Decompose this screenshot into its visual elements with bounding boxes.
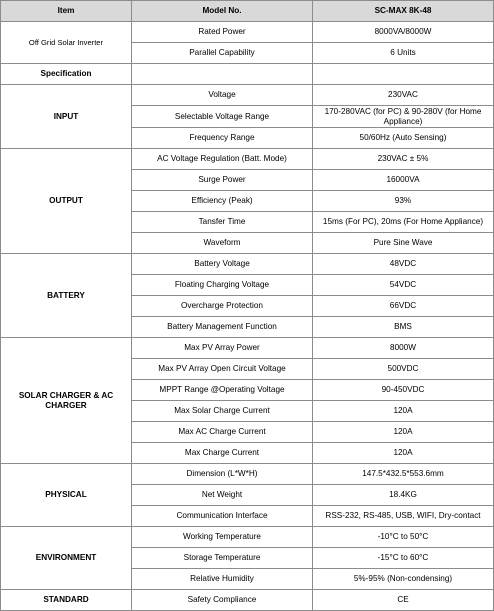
param-cell: Surge Power bbox=[132, 170, 313, 191]
specification-row bbox=[1, 64, 494, 85]
value-cell: 6 Units bbox=[313, 43, 494, 64]
value-cell: -15°C to 60°C bbox=[313, 548, 494, 569]
section-label: PHYSICAL bbox=[1, 464, 132, 527]
param-cell: Max PV Array Open Circuit Voltage bbox=[132, 359, 313, 380]
value-cell: 18.4KG bbox=[313, 485, 494, 506]
value-cell: 120A bbox=[313, 401, 494, 422]
param-cell: Max PV Array Power bbox=[132, 338, 313, 359]
table-row bbox=[1, 254, 494, 275]
specification-label: Specification bbox=[1, 64, 132, 85]
header-row bbox=[1, 1, 494, 22]
value-cell: 48VDC bbox=[313, 254, 494, 275]
value-cell: 15ms (For PC), 20ms (For Home Appliance) bbox=[313, 212, 494, 233]
section-label: BATTERY bbox=[1, 254, 132, 338]
header-item: Item bbox=[1, 1, 132, 22]
table-row bbox=[1, 590, 494, 611]
value-cell: 8000VA/8000W bbox=[313, 22, 494, 43]
param-cell: Efficiency (Peak) bbox=[132, 191, 313, 212]
param-cell: Floating Charging Voltage bbox=[132, 275, 313, 296]
value-cell: 120A bbox=[313, 422, 494, 443]
section-label: STANDARD bbox=[1, 590, 132, 611]
value-cell: 8000W bbox=[313, 338, 494, 359]
section-label: SOLAR CHARGER & AC CHARGER bbox=[1, 338, 132, 464]
param-cell: Battery Voltage bbox=[132, 254, 313, 275]
param-cell: AC Voltage Regulation (Batt. Mode) bbox=[132, 149, 313, 170]
product-name: Off Grid Solar Inverter bbox=[1, 22, 132, 64]
table-row bbox=[1, 338, 494, 359]
section-label: OUTPUT bbox=[1, 149, 132, 254]
param-cell: Max Solar Charge Current bbox=[132, 401, 313, 422]
param-cell: Frequency Range bbox=[132, 128, 313, 149]
value-cell: 230VAC bbox=[313, 85, 494, 106]
value-cell: 170-280VAC (for PC) & 90-280V (for Home Appliance) bbox=[313, 106, 494, 128]
table-row bbox=[1, 22, 494, 43]
value-cell: RSS-232, RS-485, USB, WIFI, Dry-contact bbox=[313, 506, 494, 527]
param-cell: Dimension (L*W*H) bbox=[132, 464, 313, 485]
value-cell: 120A bbox=[313, 443, 494, 464]
table-row bbox=[1, 149, 494, 170]
value-cell: CE bbox=[313, 590, 494, 611]
value-cell: BMS bbox=[313, 317, 494, 338]
param-cell: Rated Power bbox=[132, 22, 313, 43]
param-cell: MPPT Range @Operating Voltage bbox=[132, 380, 313, 401]
table-row bbox=[1, 85, 494, 106]
param-cell: Voltage bbox=[132, 85, 313, 106]
param-cell: Max AC Charge Current bbox=[132, 422, 313, 443]
param-cell: Tansfer Time bbox=[132, 212, 313, 233]
param-cell: Safety Compliance bbox=[132, 590, 313, 611]
header-model-no: Model No. bbox=[132, 1, 313, 22]
value-cell: 93% bbox=[313, 191, 494, 212]
section-label: ENVIRONMENT bbox=[1, 527, 132, 590]
param-cell: Communication Interface bbox=[132, 506, 313, 527]
value-cell: 90-450VDC bbox=[313, 380, 494, 401]
param-cell: Working Temperature bbox=[132, 527, 313, 548]
value-cell: 50/60Hz (Auto Sensing) bbox=[313, 128, 494, 149]
header-model: SC-MAX 8K-48 bbox=[313, 1, 494, 22]
param-cell: Net Weight bbox=[132, 485, 313, 506]
value-cell: 500VDC bbox=[313, 359, 494, 380]
empty-cell bbox=[313, 64, 494, 85]
param-cell: Relative Humidity bbox=[132, 569, 313, 590]
section-label: INPUT bbox=[1, 85, 132, 149]
table-row bbox=[1, 527, 494, 548]
table-row bbox=[1, 464, 494, 485]
value-cell: 230VAC ± 5% bbox=[313, 149, 494, 170]
value-cell: 147.5*432.5*553.6mm bbox=[313, 464, 494, 485]
param-cell: Storage Temperature bbox=[132, 548, 313, 569]
param-cell: Selectable Voltage Range bbox=[132, 106, 313, 128]
empty-cell bbox=[132, 64, 313, 85]
param-cell: Waveform bbox=[132, 233, 313, 254]
value-cell: 16000VA bbox=[313, 170, 494, 191]
value-cell: 5%-95% (Non-condensing) bbox=[313, 569, 494, 590]
param-cell: Overcharge Protection bbox=[132, 296, 313, 317]
param-cell: Battery Management Function bbox=[132, 317, 313, 338]
value-cell: -10°C to 50°C bbox=[313, 527, 494, 548]
param-cell: Parallel Capability bbox=[132, 43, 313, 64]
value-cell: 54VDC bbox=[313, 275, 494, 296]
param-cell: Max Charge Current bbox=[132, 443, 313, 464]
value-cell: Pure Sine Wave bbox=[313, 233, 494, 254]
value-cell: 66VDC bbox=[313, 296, 494, 317]
spec-table-body bbox=[1, 1, 494, 611]
